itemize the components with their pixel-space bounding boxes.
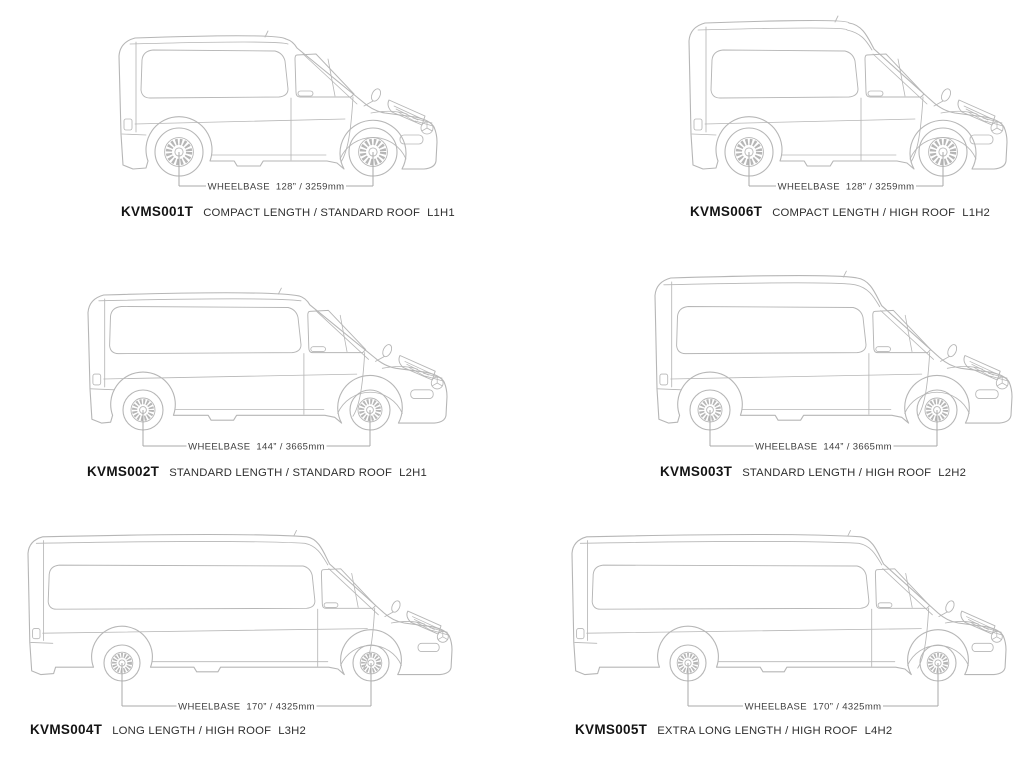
variant-title: [660, 463, 966, 481]
variant-code: KVMS003T: [660, 464, 733, 479]
variant-description: COMPACT LENGTH / STANDARD ROOF: [203, 207, 421, 219]
variant-size-code: L3H2: [278, 725, 307, 737]
mirror-icon: [940, 87, 953, 102]
variant-size-code: L2H2: [938, 467, 967, 479]
variant-code: KVMS006T: [690, 204, 763, 219]
tail-light-icon: [93, 374, 101, 385]
wheelbase-dimension: [143, 410, 370, 453]
variant-code: KVMS005T: [575, 722, 648, 737]
variant-title: [121, 203, 455, 221]
variant-description: STANDARD LENGTH / HIGH ROOF: [742, 467, 932, 479]
variant-code: KVMS002T: [87, 464, 160, 479]
door-handle-icon: [311, 347, 326, 352]
door-handle-icon: [324, 603, 338, 608]
variant-title: [690, 203, 990, 221]
van-illustration-l2h1: [88, 288, 447, 452]
variant-size-code: L4H2: [864, 725, 893, 737]
variant-title: [30, 721, 306, 739]
bumper-intake-icon: [411, 390, 434, 399]
variant-description: LONG LENGTH / HIGH ROOF: [112, 725, 272, 737]
wheelbase-label: WHEELBASE 170” / 4325mm: [744, 701, 882, 713]
variant-description: EXTRA LONG LENGTH / HIGH ROOF: [657, 725, 858, 737]
variant-code: KVMS004T: [30, 722, 103, 737]
mirror-icon: [390, 599, 402, 613]
variant-size-code: L1H2: [962, 207, 991, 219]
wheelbase-label: WHEELBASE 128” / 3259mm: [777, 181, 915, 193]
mirror-icon: [946, 343, 958, 358]
bumper-intake-icon: [972, 643, 993, 651]
door-handle-icon: [298, 91, 313, 96]
mirror-icon: [944, 599, 956, 613]
van-illustration-l1h2: [689, 16, 1007, 193]
tail-light-icon: [660, 374, 668, 385]
van-illustration-l3h2: [28, 530, 452, 712]
variant-description: COMPACT LENGTH / HIGH ROOF: [772, 207, 956, 219]
bumper-intake-icon: [976, 390, 999, 399]
tail-light-icon: [577, 629, 584, 639]
wheelbase-label: WHEELBASE 144” / 3665mm: [188, 441, 325, 453]
tail-light-icon: [124, 119, 132, 130]
variant-description: STANDARD LENGTH / STANDARD ROOF: [169, 467, 393, 479]
tail-light-icon: [694, 119, 702, 130]
van-illustration-l4h2: [572, 530, 1006, 712]
door-handle-icon: [868, 91, 883, 96]
wheelbase-dimension: [179, 152, 373, 193]
variant-size-code: L2H1: [399, 467, 427, 479]
tail-light-icon: [33, 629, 40, 639]
variant-title: [87, 463, 427, 481]
wheelbase-dimension: [688, 663, 938, 713]
variant-code: KVMS001T: [121, 204, 194, 219]
wheelbase-dimension: [749, 152, 943, 193]
door-handle-icon: [876, 347, 891, 352]
door-handle-icon: [878, 603, 892, 608]
variant-title: [575, 721, 892, 739]
wheelbase-label: WHEELBASE 128” / 3259mm: [207, 181, 345, 193]
wheelbase-dimension: [122, 663, 371, 713]
mirror-icon: [381, 343, 393, 358]
bumper-intake-icon: [418, 643, 439, 651]
wheelbase-dimension: [710, 410, 937, 453]
mirror-icon: [370, 87, 383, 102]
variant-size-code: L1H1: [427, 207, 455, 219]
van-illustration-l1h1: [119, 31, 437, 193]
wheelbase-label: WHEELBASE 170” / 4325mm: [178, 701, 315, 713]
van-illustration-l2h2: [655, 271, 1012, 452]
wheelbase-label: WHEELBASE 144” / 3665mm: [755, 441, 892, 453]
